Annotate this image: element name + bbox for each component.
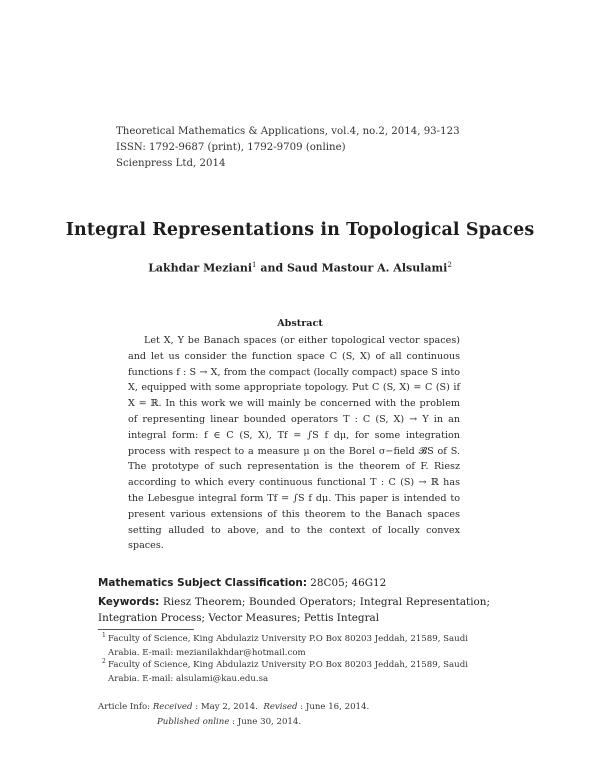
keywords-line (98, 594, 490, 626)
footnote-2 (102, 658, 468, 686)
author-connector: and (256, 261, 287, 275)
article-info-row-2 (98, 715, 369, 730)
revised-label: Revised (263, 702, 298, 712)
revised-date: : June 16, 2014. (297, 702, 370, 712)
author-2: Saud Mastour A. Alsulami (286, 261, 448, 275)
authors (0, 261, 600, 275)
footnote-1 (102, 632, 468, 660)
abstract-heading: Abstract (277, 318, 323, 329)
msc-value: 28C05; 46G12 (307, 577, 387, 589)
footnote-2-mark: 2 (102, 658, 106, 665)
published-date: : June 30, 2014. (229, 716, 302, 727)
journal-info (116, 124, 460, 172)
author-1-footnote-mark: 1 (252, 261, 257, 269)
footnote-1-text: Faculty of Science, King Abdulaziz University P.O Box 80203 Jeddah, 21589, Saudi Arabia. E-mail: mezianilakhdar@hotmail.com (108, 634, 468, 658)
author-1: Lakhdar Meziani (148, 261, 253, 275)
journal-citation: Theoretical Mathematics & Applications, vol.4, no.2, 2014, 93-123 (116, 126, 460, 137)
received-label: Received (152, 702, 193, 712)
paper-title: Integral Representations in Topological Spaces (65, 220, 535, 240)
msc-label: Mathematics Subject Classification: (98, 577, 307, 589)
keywords-value: Riesz Theorem; Bounded Operators; Integral Representation; Integration Process; Vector Measures; Pettis Integral (98, 596, 490, 624)
footnote-1-mark: 1 (102, 632, 106, 639)
article-info-label: Article Info: (98, 702, 153, 712)
article-info (98, 700, 369, 729)
published-label: Published online (157, 716, 230, 727)
keywords-label: Keywords: (98, 596, 160, 608)
author-2-footnote-mark: 2 (447, 261, 452, 269)
journal-publisher: Scienpress Ltd, 2014 (116, 158, 226, 169)
footnote-2-text: Faculty of Science, King Abdulaziz University P.O Box 80203 Jeddah, 21589, Saudi Arabia. E-mail: alsulami@kau.edu.sa (108, 660, 468, 684)
article-info-row-1 (98, 700, 369, 715)
msc-line (98, 577, 386, 589)
received-date: : May 2, 2014. (192, 702, 264, 712)
footnote-divider (98, 629, 194, 630)
abstract-text: Let X, Y be Banach spaces (or either topological vector spaces) and let us consider the function space C (S, X) of all continuous functions f : S → X, from the compact (locally compact) space S into X, equipped with some appropriate topology. Put C (S, X) = C (S) if X = ℝ. In this work we will mainly be concerned with the problem of representing linear bounded operators T : C (S, X) → Y in an integral form: f ∈ C (S, X), Tf = ∫S f dμ, for some integration process with respect to a measure μ on the Borel σ−field 𝓑S of S. The prototype of such representation is the theorem of F. Riesz according to which every continuous functional T : C (S) → ℝ has the Lebesgue integral form Tf = ∫S f dμ. This paper is intended to present various extensions of this theorem to the Banach spaces setting alluded to above, and to the context of locally convex spaces. (128, 335, 460, 552)
journal-issn: ISSN: 1792-9687 (print), 1792-9709 (online) (116, 142, 346, 153)
